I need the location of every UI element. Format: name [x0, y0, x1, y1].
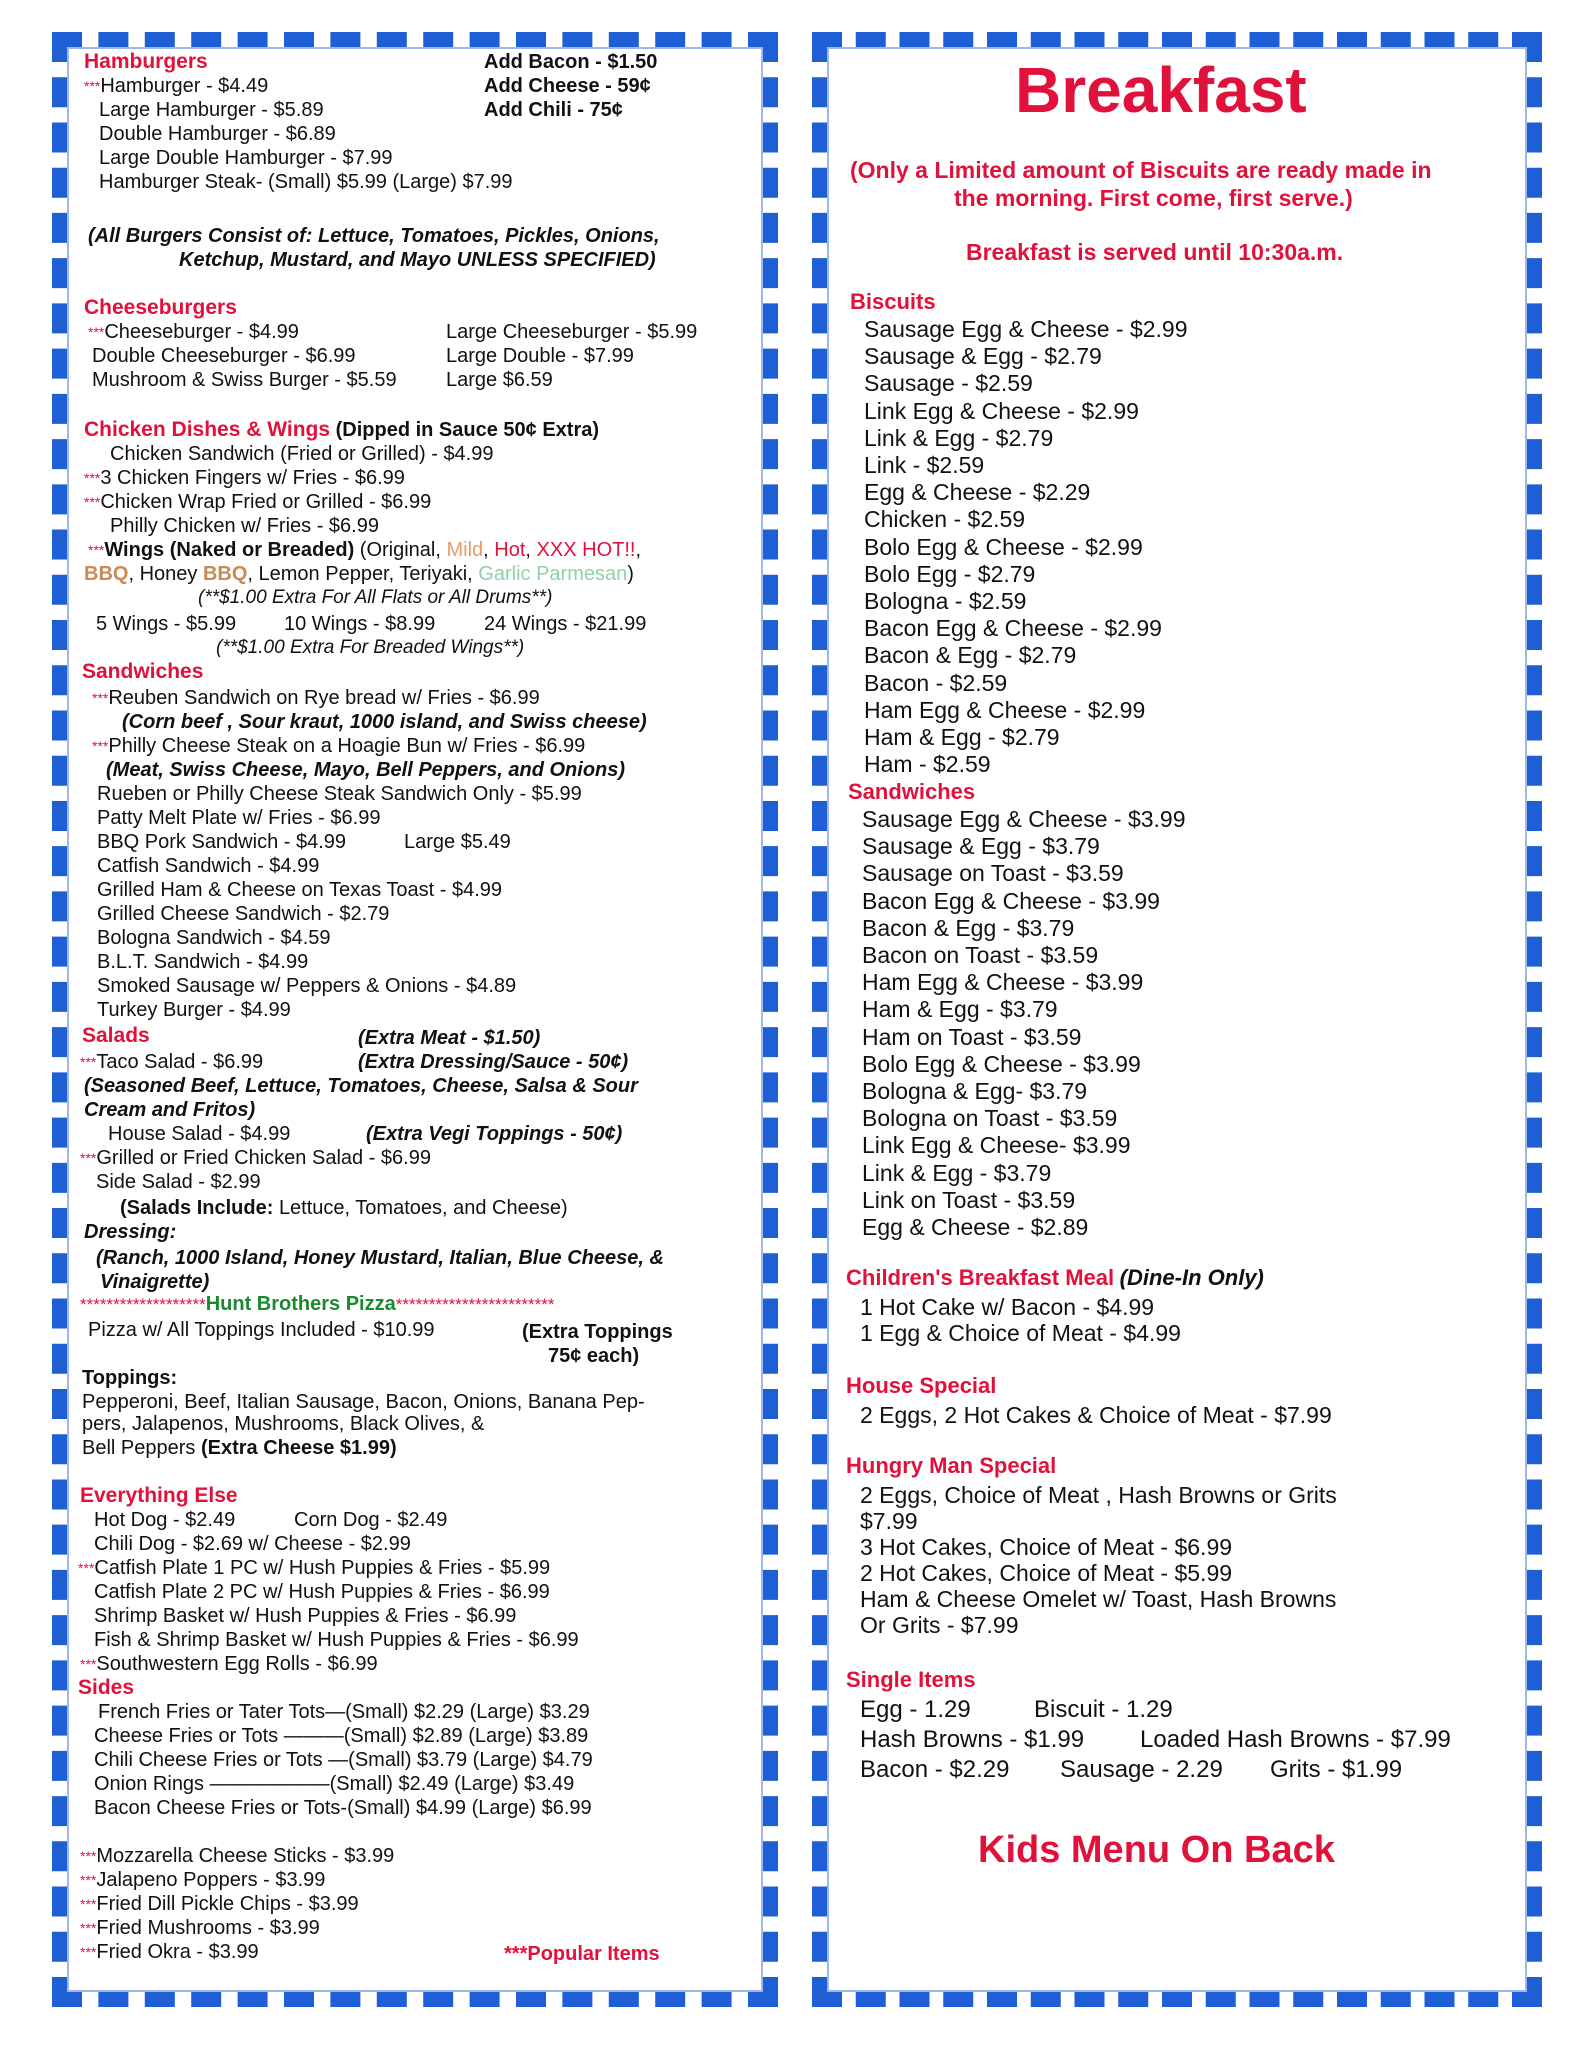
menu-item: Bologna & Egg- $3.79 — [862, 1078, 1088, 1104]
extra-toppings: (Extra Toppings — [522, 1321, 673, 1343]
menu-item: 2 Eggs, 2 Hot Cakes & Choice of Meat - $7.99 — [860, 1402, 1332, 1428]
dressing-heading: Dressing: — [84, 1221, 177, 1243]
sides-heading: Sides — [78, 1676, 135, 1699]
menu-item: 2 Hot Cakes, Choice of Meat - $5.99 — [860, 1560, 1233, 1586]
menu-item: Chicken - $2.59 — [864, 506, 1026, 533]
menu-item: House Salad - $4.99 — [108, 1123, 291, 1145]
extra-toppings: 75¢ each) — [548, 1345, 640, 1367]
menu-item: Link & Egg - $3.79 — [862, 1159, 1052, 1186]
menu-item: ***Cheeseburger - $4.99 — [88, 321, 299, 343]
pizza-heading: Hunt Brothers Pizza — [205, 1293, 396, 1315]
salad-includes: (Salads Include: Lettuce, Tomatoes, and Cheese) — [120, 1197, 568, 1219]
menu-item: Biscuit - 1.29 — [1034, 1696, 1173, 1723]
menu-item: ***3 Chicken Fingers w/ Fries - $6.99 — [84, 467, 405, 489]
menu-item: Bacon on Toast - $3.59 — [862, 942, 1099, 968]
menu-item: Or Grits - $7.99 — [860, 1612, 1019, 1638]
reuben-note: (Corn beef , Sour kraut, 1000 island, and Swiss cheese) — [122, 711, 647, 733]
menu-item: Ham & Egg - $3.79 — [862, 996, 1058, 1023]
extra-dressing-note: (Extra Dressing/Sauce - 50¢) — [358, 1051, 629, 1073]
everything-else-heading: Everything Else — [80, 1484, 238, 1507]
extra-vegi-note: (Extra Vegi Toppings - 50¢) — [366, 1123, 623, 1145]
breaded-note: (**$1.00 Extra For Breaded Wings**) — [216, 637, 525, 658]
menu-item: Hamburger Steak- (Small) $5.99 (Large) $7.99 — [99, 171, 513, 193]
menu-item: Bolo Egg - $2.79 — [864, 560, 1036, 587]
menu-item: ***Chicken Wrap Fried or Grilled - $6.99 — [84, 491, 432, 513]
menu-item: Bacon & Egg - $3.79 — [862, 914, 1075, 941]
menu-item: Ham Egg & Cheese - $2.99 — [864, 696, 1146, 723]
biscuit-notice: (Only a Limited amount of Biscuits are ready made in — [850, 157, 1432, 183]
wing-count: 10 Wings - $8.99 — [284, 613, 436, 635]
menu-item: Chicken Sandwich (Fried or Grilled) - $4.99 — [110, 443, 494, 465]
menu-item: ***Catfish Plate 1 PC w/ Hush Puppies & Fries - $5.99 — [78, 1557, 551, 1579]
wings-flavors-line: BBQ, Honey BBQ, Lemon Pepper, Teriyaki, Garlic Parmesan) — [84, 563, 634, 585]
menu-item: Link on Toast - $3.59 — [862, 1186, 1076, 1213]
menu-item: Sausage & Egg - $2.79 — [864, 343, 1102, 370]
menu-item: Large $6.59 — [446, 369, 553, 391]
menu-item: Bologna Sandwich - $4.59 — [97, 927, 331, 949]
pizza-heading-line: *******************Hunt Brothers Pizza************************ — [80, 1293, 555, 1315]
menu-item: Catfish Plate 2 PC w/ Hush Puppies & Fries - $6.99 — [94, 1581, 550, 1603]
menu-item: Bolo Egg & Cheese - $2.99 — [864, 533, 1143, 560]
hungry-man-heading: Hungry Man Special — [846, 1453, 1057, 1478]
toppings-list: pers, Jalapenos, Mushrooms, Black Olives, & — [82, 1413, 485, 1435]
menu-item: Grits - $1.99 — [1270, 1756, 1403, 1783]
menu-item: Bacon Egg & Cheese - $3.99 — [862, 887, 1160, 914]
menu-item: Bacon Egg & Cheese - $2.99 — [864, 615, 1162, 642]
children-heading-line: Children's Breakfast Meal (Dine-In Only) — [846, 1265, 1264, 1290]
menu-item: Fish & Shrimp Basket w/ Hush Puppies & Fries - $6.99 — [94, 1629, 579, 1651]
menu-item: ***Southwestern Egg Rolls - $6.99 — [80, 1653, 378, 1675]
addon-bacon: Add Bacon - $1.50 — [484, 51, 658, 73]
menu-item: Sausage & Egg - $3.79 — [862, 833, 1100, 860]
menu-item: Loaded Hash Browns - $7.99 — [1140, 1726, 1451, 1753]
popular-items-note: ***Popular Items — [504, 1943, 660, 1965]
toppings-list: Bell Peppers (Extra Cheese $1.99) — [82, 1437, 397, 1459]
menu-item: Bologna - $2.59 — [864, 588, 1027, 614]
menu-item: Large $5.49 — [404, 831, 511, 853]
chicken-heading-line: Chicken Dishes & Wings (Dipped in Sauce 50¢ Extra) — [84, 418, 600, 441]
extra-meat-note: (Extra Meat - $1.50) — [358, 1027, 541, 1049]
menu-item: Hash Browns - $1.99 — [860, 1726, 1085, 1753]
menu-item: Bacon - $2.59 — [864, 669, 1008, 696]
menu-item: 1 Hot Cake w/ Bacon - $4.99 — [860, 1294, 1155, 1320]
menu-item: ***Grilled or Fried Chicken Salad - $6.99 — [80, 1147, 431, 1169]
menu-item: Chili Cheese Fries or Tots —(Small) $3.79 (Large) $4.79 — [94, 1749, 593, 1771]
menu-item: ***Taco Salad - $6.99 — [80, 1051, 264, 1073]
menu-item: Side Salad - $2.99 — [96, 1171, 261, 1193]
flats-note: (**$1.00 Extra For All Flats or All Drums**) — [198, 587, 553, 608]
biscuit-notice: the morning. First come, first serve.) — [954, 185, 1353, 211]
burger-note: Ketchup, Mustard, and Mayo UNLESS SPECIFIED) — [179, 249, 656, 271]
breakfast-sandwiches-heading: Sandwiches — [848, 779, 976, 804]
menu-item: ***Jalapeno Poppers - $3.99 — [80, 1869, 326, 1891]
addon-chili: Add Chili - 75¢ — [484, 99, 623, 121]
wings-line: ***Wings (Naked or Breaded) (Original, Mild, Hot, XXX HOT!!, — [88, 539, 642, 561]
menu-item: Ham & Cheese Omelet w/ Toast, Hash Browns — [860, 1586, 1337, 1612]
menu-item: Sausage Egg & Cheese - $3.99 — [862, 806, 1186, 832]
menu-item: Pizza w/ All Toppings Included - $10.99 — [88, 1319, 435, 1341]
addon-cheese: Add Cheese - 59¢ — [484, 75, 651, 97]
menu-item: 2 Eggs, Choice of Meat , Hash Browns or Grits — [860, 1482, 1337, 1508]
menu-item: Mushroom & Swiss Burger - $5.59 — [92, 369, 397, 391]
salads-heading: Salads — [82, 1024, 150, 1047]
children-heading: Children's Breakfast Meal — [846, 1265, 1115, 1290]
menu-item: ***Fried Okra - $3.99 — [80, 1941, 259, 1963]
menu-item: Ham & Egg - $2.79 — [864, 724, 1060, 750]
menu-item: Grilled Cheese Sandwich - $2.79 — [97, 903, 390, 925]
menu-item: ***Fried Dill Pickle Chips - $3.99 — [80, 1893, 359, 1915]
menu-item: Rueben or Philly Cheese Steak Sandwich Only - $5.99 — [97, 783, 582, 805]
menu-item: 1 Egg & Choice of Meat - $4.99 — [860, 1320, 1181, 1346]
menu-item: Large Double Hamburger - $7.99 — [99, 147, 393, 169]
hamburgers-heading: Hamburgers — [84, 50, 208, 73]
menu-item: Philly Chicken w/ Fries - $6.99 — [110, 515, 379, 537]
taco-note: (Seasoned Beef, Lettuce, Tomatoes, Cheese, Salsa & Sour — [84, 1075, 638, 1097]
menu-item: Large Hamburger - $5.89 — [99, 99, 324, 121]
menu-item: Sausage on Toast - $3.59 — [862, 860, 1124, 887]
menu-item: Smoked Sausage w/ Peppers & Onions - $4.89 — [97, 975, 517, 997]
menu-item: Catfish Sandwich - $4.99 — [97, 855, 320, 877]
menu-item: Turkey Burger - $4.99 — [97, 999, 291, 1021]
menu-item: Shrimp Basket w/ Hush Puppies & Fries - $6.99 — [94, 1605, 517, 1627]
menu-item: $7.99 — [860, 1508, 918, 1534]
taco-note: Cream and Fritos) — [84, 1099, 256, 1121]
menu-item: BBQ Pork Sandwich - $4.99 — [97, 831, 347, 853]
menu-item: Ham Egg & Cheese - $3.99 — [862, 969, 1144, 996]
cheeseburgers-heading: Cheeseburgers — [84, 296, 237, 319]
menu-item: Egg & Cheese - $2.29 — [864, 479, 1091, 506]
menu-item: Double Cheeseburger - $6.99 — [92, 345, 356, 367]
toppings-heading: Toppings: — [82, 1367, 178, 1389]
menu-item: Egg - 1.29 — [860, 1696, 971, 1723]
menu-item: Bolo Egg & Cheese - $3.99 — [862, 1050, 1141, 1077]
menu-item: Chili Dog - $2.69 w/ Cheese - $2.99 — [94, 1533, 411, 1555]
breakfast-hours: Breakfast is served until 10:30a.m. — [966, 239, 1344, 265]
menu-item: Large Cheeseburger - $5.99 — [446, 321, 698, 343]
wing-count: 5 Wings - $5.99 — [96, 613, 237, 635]
menu-item: Cheese Fries or Tots ———(Small) $2.89 (Large) $3.89 — [94, 1725, 589, 1747]
menu-item: Ham - $2.59 — [864, 751, 991, 778]
menu-item: Grilled Ham & Cheese on Texas Toast - $4.99 — [97, 879, 503, 901]
menu-item: Link - $2.59 — [864, 452, 985, 478]
toppings-list: Pepperoni, Beef, Italian Sausage, Bacon, Onions, Banana Pep- — [82, 1391, 645, 1413]
philly-note: (Meat, Swiss Cheese, Mayo, Bell Peppers, and Onions) — [106, 759, 626, 781]
menu-item: Ham on Toast - $3.59 — [862, 1023, 1082, 1050]
menu-item: Bacon & Egg - $2.79 — [864, 642, 1077, 669]
kids-menu-note: Kids Menu On Back — [978, 1829, 1335, 1871]
menu-item: Link Egg & Cheese- $3.99 — [862, 1132, 1131, 1159]
biscuits-heading: Biscuits — [850, 289, 936, 314]
menu-item: Bacon - $2.29 — [860, 1756, 1010, 1783]
dressing-list: (Ranch, 1000 Island, Honey Mustard, Italian, Blue Cheese, & — [96, 1247, 664, 1269]
menu-item: ***Mozzarella Cheese Sticks - $3.99 — [80, 1845, 395, 1867]
menu-item: Link Egg & Cheese - $2.99 — [864, 397, 1139, 424]
burger-note: (All Burgers Consist of: Lettuce, Tomatoes, Pickles, Onions, — [88, 225, 660, 247]
menu-item: Sausage - $2.59 — [864, 370, 1033, 397]
menu-item: Bologna on Toast - $3.59 — [862, 1105, 1118, 1132]
menu-item: Hot Dog - $2.49 — [94, 1509, 236, 1531]
menu-item: French Fries or Tater Tots—(Small) $2.29 (Large) $3.29 — [98, 1701, 590, 1723]
sandwiches-heading: Sandwiches — [82, 660, 204, 683]
menu-item: ***Reuben Sandwich on Rye bread w/ Fries - $6.99 — [92, 687, 540, 709]
menu-item: B.L.T. Sandwich - $4.99 — [97, 951, 309, 973]
dressing-list: Vinaigrette) — [100, 1271, 210, 1293]
menu-item: 3 Hot Cakes, Choice of Meat - $6.99 — [860, 1534, 1233, 1560]
menu-item: Large Double - $7.99 — [446, 345, 634, 367]
house-special-heading: House Special — [846, 1373, 997, 1398]
menu-item: Double Hamburger - $6.89 — [99, 123, 336, 145]
menu-item: Patty Melt Plate w/ Fries - $6.99 — [97, 807, 381, 829]
menu-item: ***Hamburger - $4.49 — [84, 75, 269, 97]
menu-item: ***Fried Mushrooms - $3.99 — [80, 1917, 320, 1939]
breakfast-title: Breakfast — [1015, 54, 1307, 126]
menu-item: Sausage - 2.29 — [1060, 1756, 1223, 1783]
menu-item: ***Philly Cheese Steak on a Hoagie Bun w/ Fries - $6.99 — [92, 735, 586, 757]
menu-item: Sausage Egg & Cheese - $2.99 — [864, 316, 1188, 342]
single-items-heading: Single Items — [846, 1667, 976, 1692]
wing-count: 24 Wings - $21.99 — [484, 613, 647, 635]
menu-item: Link & Egg - $2.79 — [864, 424, 1054, 451]
menu-item: Bacon Cheese Fries or Tots-(Small) $4.99 (Large) $6.99 — [94, 1797, 592, 1819]
menu-item: Corn Dog - $2.49 — [294, 1509, 448, 1531]
chicken-heading: Chicken Dishes & Wings — [84, 418, 331, 441]
menu-item: Egg & Cheese - $2.89 — [862, 1214, 1089, 1240]
menu-item: Onion Rings ——————(Small) $2.49 (Large) $3.49 — [94, 1773, 575, 1795]
